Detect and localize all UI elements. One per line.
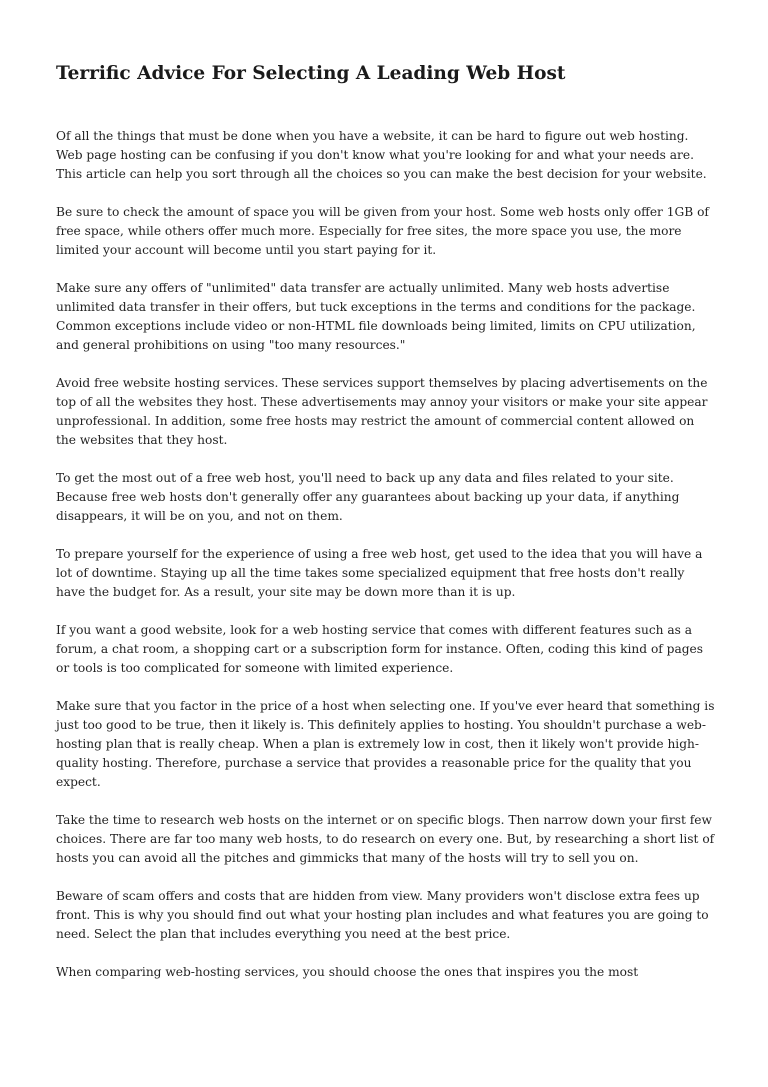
paragraph-10: Beware of scam offers and costs that are hidden from view. Many providers won't disclose extra fees up front. This is why you should find out what your hosting plan includes and what features you are going to need. Select the plan that includes everything you need at the best price. (56, 889, 709, 941)
document-page (56, 62, 716, 1001)
paragraph-9: Take the time to research web hosts on the internet or on specific blogs. Then narrow down your first few choices. There are far too many web hosts, to do research on every one. But, by researching a short list of hosts you can avoid all the pitches and gimmicks that many of the hosts will try to sell you on. (56, 813, 715, 865)
paragraph-7: If you want a good website, look for a web hosting service that comes with different features such as a forum, a chat room, a shopping cart or a subscription form for instance. Often, coding this kind of pages or tools is too complicated for someone with limited experience. (56, 623, 704, 675)
paragraph-8: Make sure that you factor in the price of a host when selecting one. If you've ever heard that something is just too good to be true, then it likely is. This definitely applies to hosting. You shouldn't purchase a web-hosting plan that is really cheap. When a plan is extremely low in cost, then it likely won't provide high-quality hosting. Therefore, purchase a service that provides a reasonable price for the quality that you expect. (56, 699, 715, 789)
paragraph-3: Make sure any offers of "unlimited" data transfer are actually unlimited. Many web hosts advertise unlimited data transfer in their offers, but tuck exceptions in the terms and conditions for the package. Common exceptions include video or non-HTML file downloads being limited, limits on CPU utilization, and general prohibitions on using "too many resources." (56, 281, 696, 352)
paragraph-4: Avoid free website hosting services. These services support themselves by placing advertisements on the top of all the websites they host. These advertisements may annoy your visitors or make your site appear unprofessional. In addition, some free hosts may restrict the amount of commercial content allowed on the websites that they host. (56, 376, 708, 447)
paragraph-2: Be sure to check the amount of space you will be given from your host. Some web hosts only offer 1GB of free space, while others offer much more. Especially for free sites, the more space you use, the more limited your account will become until you start paying for it. (56, 205, 709, 257)
paragraph-11: When comparing web-hosting services, you should choose the ones that inspires you the most (56, 965, 639, 979)
paragraph-5: To get the most out of a free web host, you'll need to back up any data and files related to your site. Because free web hosts don't generally offer any guarantees about backing up your data, if anything disappears, it will be on you, and not on them. (56, 471, 680, 523)
paragraph-6: To prepare yourself for the experience of using a free web host, get used to the idea that you will have a lot of downtime. Staying up all the time takes some specialized equipment that free hosts don't really have the budget for. As a result, your site may be down more than it is up. (56, 547, 703, 599)
document-title: Terrific Advice For Selecting A Leading Web Host (56, 63, 566, 84)
paragraph-1: Of all the things that must be done when you have a website, it can be hard to figure out web hosting. Web page hosting can be confusing if you don't know what you're looking for and what your needs are. This article can help you sort through all the choices so you can make the best decision for your website. (56, 129, 707, 181)
